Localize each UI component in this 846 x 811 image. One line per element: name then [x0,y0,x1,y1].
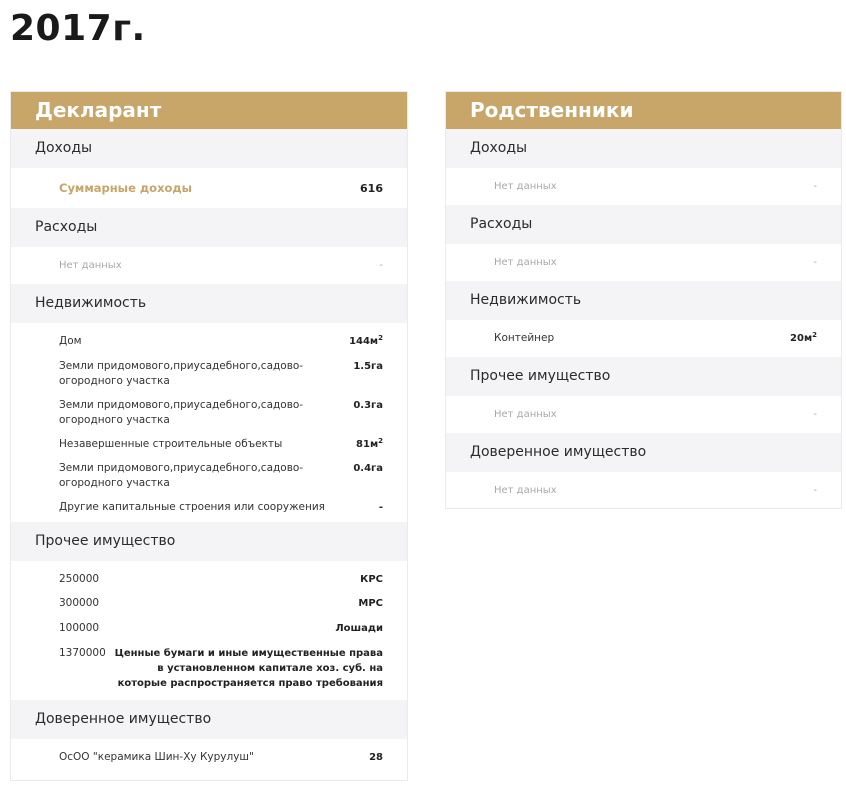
relatives-realty-row [446,331,841,346]
realty-label: Земли придомового,приусадебного,садово-огородного участка [59,462,304,489]
realty-row [11,359,407,389]
relatives-header: Родственники [446,92,841,129]
income-value: 616 [360,182,383,195]
realty-label: Дом [59,335,82,347]
relatives-income-row [446,179,841,194]
relatives-trust-heading: Доверенное имущество [446,433,841,472]
other-type: МРС [358,598,383,609]
other-property-row [11,572,407,587]
declarant-card [11,92,407,780]
other-type: Лошади [335,623,383,634]
no-data-label: Нет данных [494,181,557,192]
declarant-expenses-heading: Расходы [11,208,407,247]
relatives-realty-heading: Недвижимость [446,281,841,320]
other-amount: 1370000 [59,647,106,659]
realty-value: $20м^2$ [790,331,817,344]
other-type: КРС [360,574,383,585]
relatives-trust-row [446,483,841,498]
no-data-value: - [813,409,817,420]
realty-value: - [378,502,383,513]
other-amount: 300000 [59,597,100,609]
realty-label: Земли придомового,приусадебного,садово-огородного участка [59,399,304,426]
declarant-trust-heading: Доверенное имущество [11,700,407,739]
no-data-label: Нет данных [494,409,557,420]
expenses-value: - [379,260,383,271]
relatives-income-heading: Доходы [446,129,841,168]
relatives-card [446,92,841,508]
relatives-other-row [446,407,841,422]
realty-value: 1.5га [353,361,383,372]
other-property-row [11,596,407,611]
declarant-realty-heading: Недвижимость [11,284,407,323]
realty-row [11,500,407,515]
realty-label: Контейнер [494,332,555,344]
other-amount: 100000 [59,622,100,634]
declarant-header: Декларант [11,92,407,129]
declarant-expenses-row [11,258,407,273]
expenses-label: Нет данных [59,260,122,271]
realty-row [11,461,407,491]
page-title: 2017г. [10,8,146,49]
realty-label: Земли придомового,приусадебного,садово-огородного участка [59,360,304,387]
trust-value: 28 [369,752,383,763]
no-data-value: - [813,485,817,496]
no-data-value: - [813,181,817,192]
trust-property-row [11,750,407,765]
realty-row [11,398,407,428]
realty-value: $144м^2$ [349,334,383,347]
other-amount: 250000 [59,573,100,585]
declarant-other-heading: Прочее имущество [11,522,407,561]
no-data-value: - [813,257,817,268]
realty-value: 0.4га [353,463,383,474]
realty-row [11,334,407,349]
realty-row [11,437,407,452]
declarant-income-row [11,181,407,196]
relatives-other-heading: Прочее имущество [446,357,841,396]
other-type: Ценные бумаги и иные имущественные права в установленном капитале хоз. суб. на которые распространяется право требования [114,648,383,689]
income-label: Суммарные доходы [59,181,193,195]
relatives-expenses-row [446,255,841,270]
realty-value: 0.3га [353,400,383,411]
realty-label: Другие капитальные строения или сооружения [59,501,325,513]
other-property-row [11,646,407,689]
relatives-expenses-heading: Расходы [446,205,841,244]
realty-label: Незавершенные строительные объекты [59,438,283,450]
realty-value: $81м^2$ [356,437,383,450]
declarant-income-heading: Доходы [11,129,407,168]
other-property-row [11,621,407,636]
no-data-label: Нет данных [494,485,557,496]
trust-label: ОсОО "керамика Шин-Ху Курулуш" [59,751,254,763]
no-data-label: Нет данных [494,257,557,268]
